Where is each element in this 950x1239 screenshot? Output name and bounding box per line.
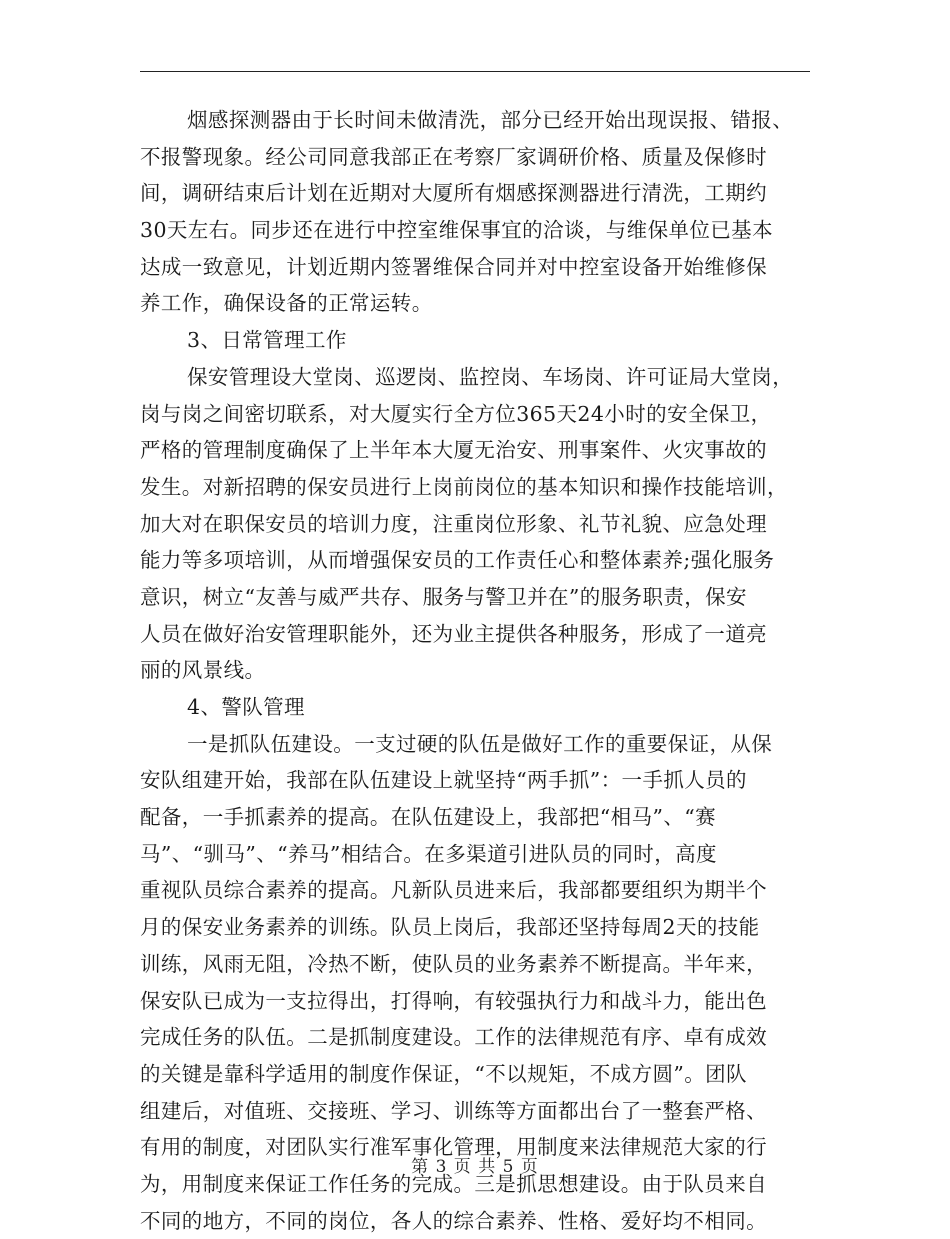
text-line: 30天左右。同步还在进行中控室维保事宜的洽谈，与维保单位已基本 [140,218,773,243]
text-line: 配备，一手抓素养的提高。在队伍建设上，我部把“相马”、“赛 [140,805,717,830]
text-line: 养工作，确保设备的正常运转。 [140,291,433,316]
text-line: 人员在做好治安管理职能外，还为业主提供各种服务，形成了一道亮 [140,621,767,646]
text-line: 为，用制度来保证工作任务的完成。三是抓思想建设。由于队员来自 [140,1171,767,1196]
header-rule [140,71,810,72]
document-body [140,102,810,1239]
text-line: 烟感探测器由于长时间未做清洗，部分已经开始出现误报、错报、 [187,108,794,132]
text-line: 重视队员综合素养的提高。凡新队员进来后，我部都要组织为期半个 [140,878,767,903]
page-number: 第 3 页 共 5 页 [411,1157,539,1177]
text-line: 月的保安业务素养的训练。队员上岗后，我部还坚持每周2天的技能 [140,915,760,940]
text-line: 岗与岗之间密切联系，对大厦实行全方位365天24小时的安全保卫， [140,401,772,426]
text-line: 加大对在职保安员的培训力度，注重岗位形象、礼节礼貌、应急处理 [140,511,767,536]
text-line: 不同的地方，不同的岗位，各人的综合素养、性格、爱好均不相同。 [140,1208,767,1233]
text-line: 完成任务的队伍。二是抓制度建设。工作的法律规范有序、卓有成效 [140,1025,767,1050]
text-line: 能力等多项培训，从而增强保安员的工作责任心和整体素养;强化服务 [140,548,775,573]
text-line: 3、日常管理工作 [187,328,347,353]
text-line: 的关键是靠科学适用的制度作保证，“不以规矩，不成方圆”。团队 [140,1061,747,1086]
text-line: 组建后，对值班、交接班、学习、训练等方面都出台了一整套严格、 [140,1098,767,1123]
text-line: 达成一致意见，计划近期内签署维保合同并对中控室设备开始维修保 [140,254,767,279]
text-line: 有用的制度，对团队实行准军事化管理，用制度来法律规范大家的行 [140,1135,767,1160]
text-line: 一是抓队伍建设。一支过硬的队伍是做好工作的重要保证，从保 [187,731,773,756]
text-line: 意识，树立“友善与威严共存、服务与警卫并在”的服务职责，保安 [140,584,747,609]
text-line: 保安队已成为一支拉得出，打得响，有较强执行力和战斗力，能出色 [140,988,767,1013]
text-line: 严格的管理制度确保了上半年本大厦无治安、刑事案件、火灾事故的 [140,438,767,463]
text-line: 4、警队管理 [187,695,305,719]
text-line: 丽的风景线。 [140,658,266,683]
text-line: 马”、“驯马”、“养马”相结合。在多渠道引进队员的同时，高度 [140,841,717,866]
text-line: 发生。对新招聘的保安员进行上岗前岗位的基本知识和操作技能培训， [140,474,788,499]
text-line: 训练，风雨无阻，冷热不断，使队员的业务素养不断提高。半年来， [140,951,767,976]
text-line: 保安管理设大堂岗、巡逻岗、监控岗、车场岗、许可证局大堂岗， [187,364,794,389]
text-line: 安队组建开始，我部在队伍建设上就坚持“两手抓”：一手抓人员的 [140,768,747,793]
text-line: 不报警现象。经公司同意我部正在考察厂家调研价格、质量及保修时 [140,144,767,169]
text-line: 间，调研结束后计划在近期对大厦所有烟感探测器进行清洗，工期约 [140,181,767,206]
